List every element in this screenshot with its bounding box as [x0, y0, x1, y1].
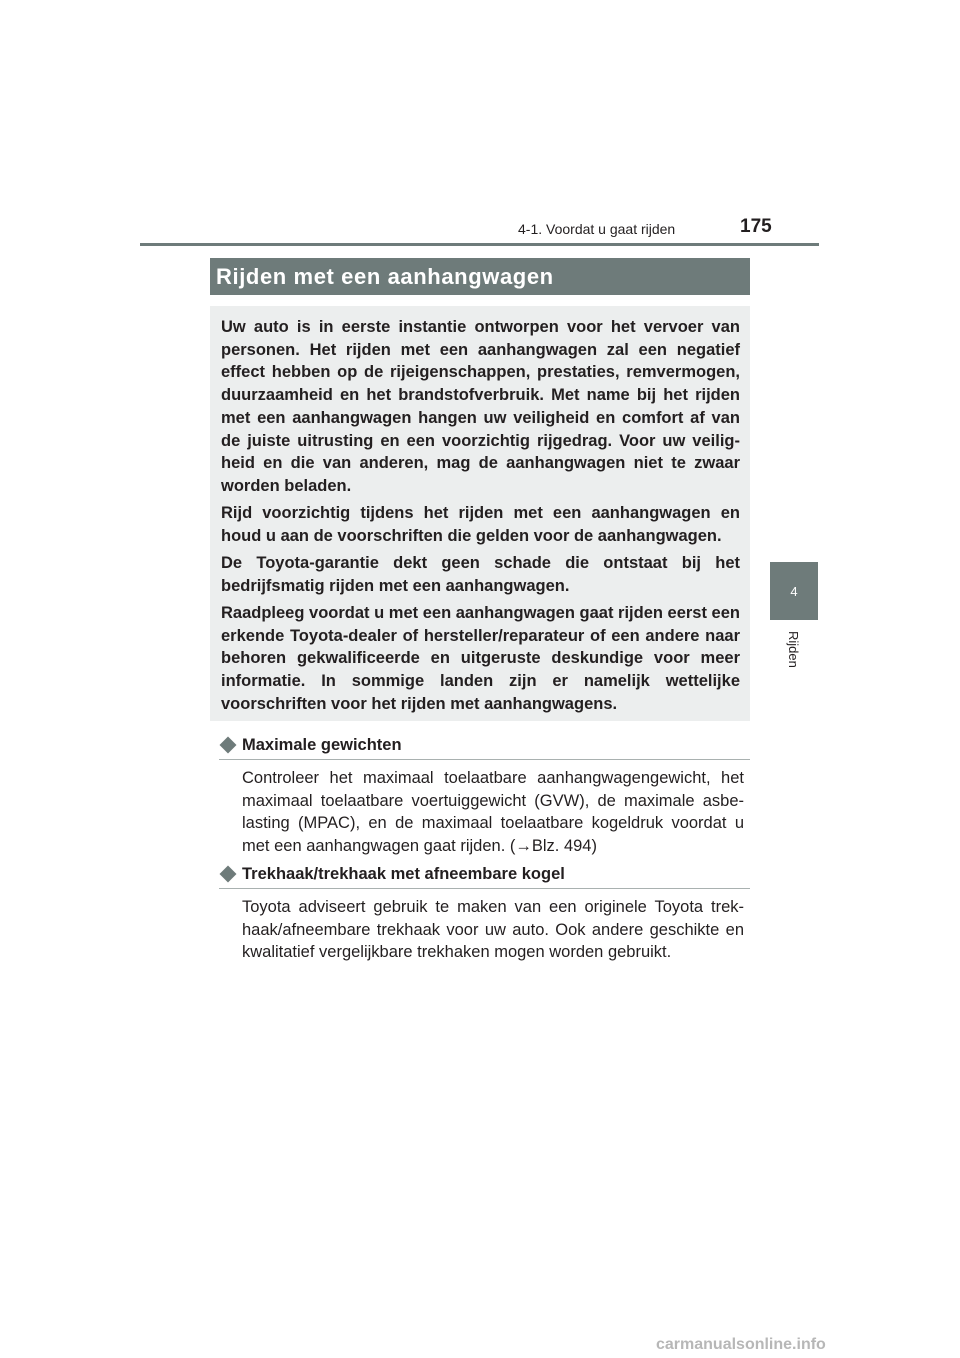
section-body: Toyota adviseert gebruik te maken van een originele Toyota trek-haak/afneembare trekhaak voor uw auto. Ook andere geschikte en kwalitatief vergelijkbare trekhaken mogen worden gebruikt.: [242, 898, 744, 962]
section-heading: [219, 860, 750, 889]
section-title: Trekhaak/trekhaak met afneembare kogel: [242, 864, 565, 883]
intro-box: [210, 306, 750, 721]
section-trekhaak: [219, 860, 750, 964]
watermark: carmanualsonline.info: [656, 1336, 826, 1353]
diamond-bullet-icon: [220, 866, 237, 883]
section-body: Controleer het maximaal toelaatbare aanhangwagengewicht, het maximaal toelaatbare voertuiggewicht (GVW), de maximale asbe-lasting (MPAC), en de maximaal toelaatbare kogeldruk voordat u met een aanhangwagen gaat rijden. (→Blz. 494): [242, 769, 744, 856]
header-rule: [140, 243, 819, 246]
section-maximale-gewichten: [219, 731, 750, 858]
chapter-tab[interactable]: [770, 562, 818, 620]
section-heading: [219, 731, 750, 760]
section-title: Maximale gewichten: [242, 735, 402, 754]
intro-paragraph: Uw auto is in eerste instantie ontworpen voor het vervoer van personen. Het rijden met een aanhangwagen zal een negatief effect hebben op de rijeigenschappen, prestaties, remvermogen, duurzaamheid en het brandstofverbruik. Met name bij het rijden met een aanhangwagen hangen uw veiligheid en comfort af van de juiste uitrusting en een voorzichtig rijgedrag. Voor uw veilig-heid en die van anderen, mag de aanhangwagen niet te zwaar worden beladen.: [221, 318, 740, 495]
header-section: 4-1. Voordat u gaat rijden: [518, 221, 676, 237]
diamond-bullet-icon: [220, 737, 237, 754]
intro-paragraph: Rijd voorzichtig tijdens het rijden met een aanhangwagen en houd u aan de voorschriften die gelden voor de aanhangwagen.: [221, 504, 740, 545]
page-number: 175: [740, 216, 772, 237]
chapter-tab-number: 4: [790, 583, 798, 599]
intro-paragraph: Raadpleeg voordat u met een aanhangwagen gaat rijden eerst een erkende Toyota-dealer of hersteller/reparateur of een andere naar behoren gekwalificeerde en uitgeruste deskundige voor meer informatie. In sommige landen zijn er namelijk wettelijke voorschriften voor het rijden met aanhangwagens.: [221, 603, 740, 713]
intro-paragraph: De Toyota-garantie dekt geen schade die ontstaat bij het bedrijfsmatig rijden met een aanhangwagen.: [221, 554, 740, 595]
chapter-tab-label: Rijden: [786, 631, 801, 668]
page-title: Rijden met een aanhangwagen: [210, 258, 750, 295]
